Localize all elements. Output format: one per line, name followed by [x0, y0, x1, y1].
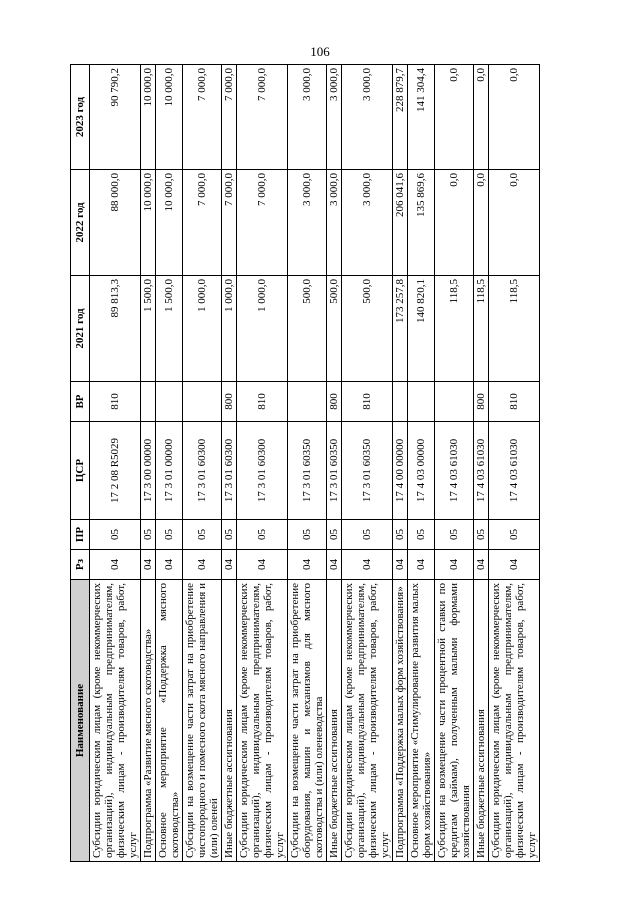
cell-2021: 118,5 [474, 276, 489, 382]
cell-2022: 7 000,0 [222, 170, 237, 276]
cell-2021: 118,5 [489, 276, 540, 382]
cell-csr: 17 4 03 61030 [489, 422, 540, 520]
cell-pr: 05 [183, 520, 222, 550]
cell-vr: 810 [237, 382, 288, 422]
cell-csr: 17 3 01 00000 [156, 422, 183, 520]
cell-name: Иные бюджетные ассигнования [222, 580, 237, 862]
cell-pr: 05 [435, 520, 474, 550]
cell-2023: 0,0 [474, 65, 489, 170]
cell-2023: 3 000,0 [342, 65, 393, 170]
table-row [222, 65, 237, 862]
cell-pr: 05 [156, 520, 183, 550]
cell-2022: 10 000,0 [141, 170, 156, 276]
cell-2022: 0,0 [489, 170, 540, 276]
cell-vr [435, 382, 474, 422]
cell-csr: 17 4 03 61030 [474, 422, 489, 520]
cell-2023: 141 304,4 [408, 65, 435, 170]
cell-name: Иные бюджетные ассигнования [474, 580, 489, 862]
cell-2021: 173 257,8 [393, 276, 408, 382]
cell-2023: 10 000,0 [141, 65, 156, 170]
cell-name: Основное мероприятие «Стимулирование развития малых форм хозяйствования» [408, 580, 435, 862]
cell-vr: 800 [222, 382, 237, 422]
header-pr: ПР [71, 520, 90, 550]
cell-vr: 810 [489, 382, 540, 422]
cell-2023: 0,0 [435, 65, 474, 170]
cell-csr: 17 3 01 60350 [342, 422, 393, 520]
cell-csr: 17 3 01 60350 [327, 422, 342, 520]
cell-2022: 3 000,0 [327, 170, 342, 276]
cell-pr: 05 [90, 520, 141, 550]
cell-2021: 1 500,0 [141, 276, 156, 382]
table-row [288, 65, 327, 862]
cell-rz: 04 [237, 550, 288, 580]
cell-csr: 17 3 01 60300 [222, 422, 237, 520]
cell-2022: 7 000,0 [183, 170, 222, 276]
cell-csr: 17 3 00 00000 [141, 422, 156, 520]
cell-2021: 1 000,0 [222, 276, 237, 382]
cell-2022: 135 869,6 [408, 170, 435, 276]
header-rz: Рз [71, 550, 90, 580]
cell-2023: 7 000,0 [222, 65, 237, 170]
cell-name: Субсидии на возмещение части затрат на приобретение оборудования, машин и механизмов для мясного скотоводства и (или) оленеводства [288, 580, 327, 862]
cell-2021: 1 000,0 [183, 276, 222, 382]
header-2021: 2021 год [71, 276, 90, 382]
table-row [435, 65, 474, 862]
cell-vr: 810 [342, 382, 393, 422]
cell-2021: 118,5 [435, 276, 474, 382]
cell-csr: 17 3 01 60350 [288, 422, 327, 520]
cell-rz: 04 [474, 550, 489, 580]
cell-pr: 05 [342, 520, 393, 550]
cell-name: Иные бюджетные ассигнования [327, 580, 342, 862]
table-row [156, 65, 183, 862]
header-csr: ЦСР [71, 422, 90, 520]
cell-2021: 500,0 [327, 276, 342, 382]
header-2023: 2023 год [71, 65, 90, 170]
cell-pr: 05 [489, 520, 540, 550]
cell-vr [393, 382, 408, 422]
cell-2022: 10 000,0 [156, 170, 183, 276]
table-row [237, 65, 288, 862]
cell-vr: 800 [327, 382, 342, 422]
rotated-table-frame [70, 65, 538, 862]
table-row [327, 65, 342, 862]
cell-2022: 0,0 [435, 170, 474, 276]
cell-rz: 04 [141, 550, 156, 580]
cell-csr: 17 4 00 00000 [393, 422, 408, 520]
header-vr: ВР [71, 382, 90, 422]
budget-table [70, 64, 540, 862]
cell-2021: 1 500,0 [156, 276, 183, 382]
cell-2022: 3 000,0 [288, 170, 327, 276]
cell-2023: 7 000,0 [237, 65, 288, 170]
cell-2021: 500,0 [288, 276, 327, 382]
table-row [489, 65, 540, 862]
cell-rz: 04 [408, 550, 435, 580]
table-row [141, 65, 156, 862]
cell-pr: 05 [141, 520, 156, 550]
cell-name: Субсидии юридическим лицам (кроме некоммерческих организаций), индивидуальным предпринимателям, физическим лицам - производителям товаров, работ, услуг [90, 580, 141, 862]
header-2022: 2022 год [71, 170, 90, 276]
cell-2023: 10 000,0 [156, 65, 183, 170]
cell-2023: 7 000,0 [183, 65, 222, 170]
cell-2021: 89 813,3 [90, 276, 141, 382]
cell-2022: 3 000,0 [342, 170, 393, 276]
cell-rz: 04 [183, 550, 222, 580]
cell-rz: 04 [222, 550, 237, 580]
cell-name: Основное мероприятие «Поддержка мясного скотоводства» [156, 580, 183, 862]
cell-csr: 17 4 03 00000 [408, 422, 435, 520]
cell-2022: 88 000,0 [90, 170, 141, 276]
cell-name: Субсидии юридическим лицам (кроме некоммерческих организаций), индивидуальным предпринимателям, физическим лицам - производителям товаров, работ, услуг [342, 580, 393, 862]
cell-rz: 04 [327, 550, 342, 580]
table-row [474, 65, 489, 862]
table-row [90, 65, 141, 862]
cell-vr: 800 [474, 382, 489, 422]
cell-name: Субсидии юридическим лицам (кроме некоммерческих организаций), индивидуальным предпринимателям, физическим лицам - производителям товаров, работ, услуг [237, 580, 288, 862]
cell-rz: 04 [489, 550, 540, 580]
table-row [408, 65, 435, 862]
cell-pr: 05 [408, 520, 435, 550]
cell-csr: 17 4 03 61030 [435, 422, 474, 520]
table-row [183, 65, 222, 862]
cell-name: Субсидии на возмещение части процентной ставки по кредитам (займам), полученным малыми формами хозяйствования [435, 580, 474, 862]
cell-2023: 228 879,7 [393, 65, 408, 170]
cell-rz: 04 [156, 550, 183, 580]
table-header-row [71, 65, 90, 862]
rotated-table-area [70, 65, 538, 862]
cell-pr: 05 [327, 520, 342, 550]
cell-2023: 0,0 [489, 65, 540, 170]
cell-2023: 3 000,0 [288, 65, 327, 170]
cell-pr: 05 [288, 520, 327, 550]
cell-name: Подпрограмма «Развитие мясного скотоводства» [141, 580, 156, 862]
cell-name: Субсидии на возмещение части затрат на приобретение чистопородного и помесного скота мясного направления и (или) оленей [183, 580, 222, 862]
cell-rz: 04 [435, 550, 474, 580]
cell-2023: 90 790,2 [90, 65, 141, 170]
cell-2021: 140 820,1 [408, 276, 435, 382]
cell-2022: 7 000,0 [237, 170, 288, 276]
cell-pr: 05 [474, 520, 489, 550]
page-number: 106 [310, 44, 330, 59]
cell-csr: 17 3 01 60300 [237, 422, 288, 520]
cell-csr: 17 3 01 60300 [183, 422, 222, 520]
cell-rz: 04 [288, 550, 327, 580]
cell-pr: 05 [393, 520, 408, 550]
cell-vr [141, 382, 156, 422]
table-row [342, 65, 393, 862]
cell-2022: 206 041,6 [393, 170, 408, 276]
cell-vr [288, 382, 327, 422]
cell-vr [183, 382, 222, 422]
header-name: Наименование [71, 580, 90, 862]
cell-vr [156, 382, 183, 422]
cell-rz: 04 [393, 550, 408, 580]
table-row [393, 65, 408, 862]
cell-name: Подпрограмма «Поддержка малых форм хозяйствования» [393, 580, 408, 862]
cell-2022: 0,0 [474, 170, 489, 276]
cell-vr [408, 382, 435, 422]
cell-2021: 500,0 [342, 276, 393, 382]
cell-pr: 05 [237, 520, 288, 550]
cell-vr: 810 [90, 382, 141, 422]
cell-2021: 1 000,0 [237, 276, 288, 382]
cell-rz: 04 [90, 550, 141, 580]
cell-pr: 05 [222, 520, 237, 550]
cell-rz: 04 [342, 550, 393, 580]
cell-csr: 17 2 08 R5029 [90, 422, 141, 520]
cell-name: Субсидии юридическим лицам (кроме некоммерческих организаций), индивидуальным предпринимателям, физическим лицам - производителям товаров, работ, услуг [489, 580, 540, 862]
cell-2023: 3 000,0 [327, 65, 342, 170]
